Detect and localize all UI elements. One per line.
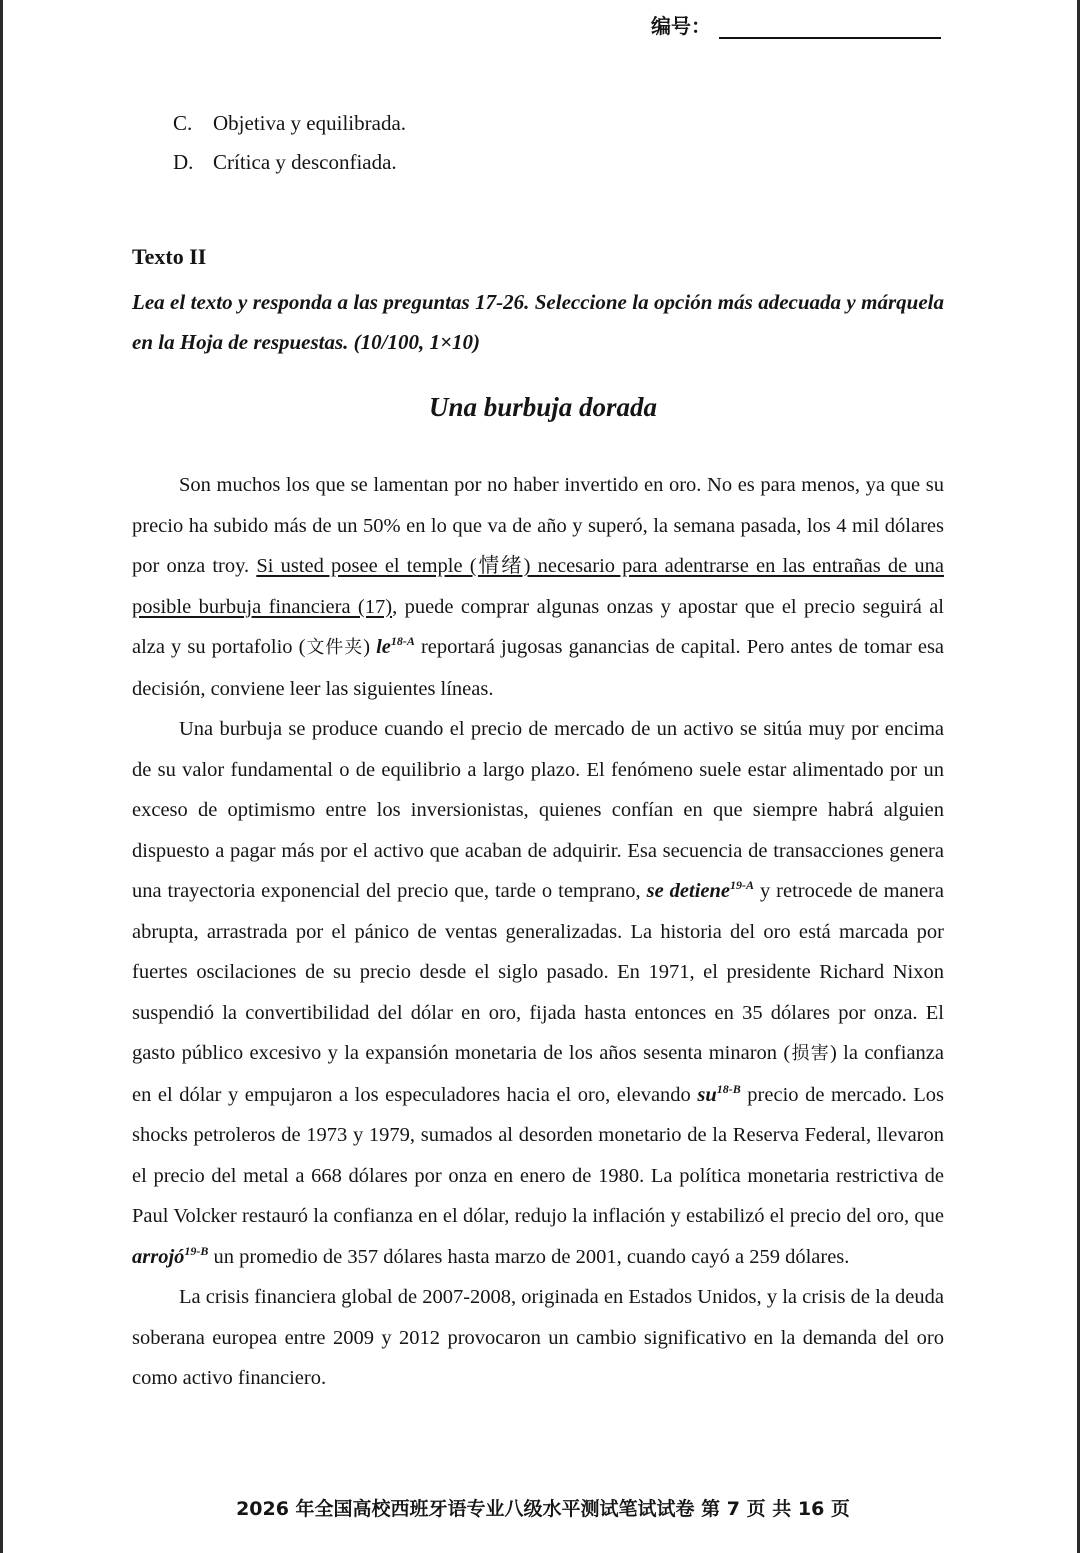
option-d [173,143,406,182]
text-run: ) la confianza en el dólar y empujaron a los especuladores hacia el oro, elevando [132,1042,944,1106]
option-text: Crítica y desconfiada. [213,150,397,174]
option-letter: C. [173,111,193,135]
paragraph-2 [132,709,944,1277]
id-number-field [651,10,941,39]
marked-word-arrojo: arrojó [132,1245,185,1268]
text-run: ) [363,636,377,658]
option-letter: D. [173,150,194,174]
text-run: un promedio de 357 dólares hasta marzo de 2001, cuando cayó a 259 dólares. [208,1245,850,1268]
question-ref-19b: 19-B [184,1243,209,1258]
question-17-underlined-text: Si usted posee el temple (情绪) necesario para adentrarse en las entrañas de una posible burbuja financiera (17) [132,555,944,618]
article-body [132,465,944,1399]
option-c [173,104,406,143]
answer-options [173,104,406,182]
paragraph-3: La crisis financiera global de 2007-2008, originada en Estados Unidos, y la crisis de la deuda soberana europea entre 2009 y 2012 provocaron un cambio significativo en la demanda del oro como activo financiero. [132,1286,944,1389]
text-run: , puede comprar algunas onzas y apostar que el precio seguirá al alza y su portafolio ( [132,595,944,658]
text-run: reportará jugosas ganancias de capital. Pero antes de tomar esa decisión, conviene leer las siguientes líneas. [132,636,945,700]
article-title: Una burbuja dorada [428,392,658,422]
option-text: Objetiva y equilibrada. [213,111,407,135]
id-number-blank-line [719,15,941,39]
text-run: precio de mercado. Los shocks petroleros de 1973 y 1979, sumados al desorden monetario de la Reserva Federal, llevaron el precio del metal a 668 dólares por onza en enero de 1980. La política monetaria restrictiva de Paul Volcker restauró la confianza en el dólar, redujo la inflación y estabilizó el precio del oro, que [132,1083,944,1227]
chinese-gloss: 文件夹 [305,637,364,658]
paragraph-1 [132,465,944,709]
question-ref-18b: 18-B [716,1081,741,1096]
question-ref-18a: 18-A [390,634,415,648]
marked-word-se-detiene: se detiene [646,880,730,902]
page-footer: 2026 年全国高校西班牙语专业八级水平测试笔试试卷 第 7 页 共 16 页 [236,1498,850,1520]
section-instruction: Lea el texto y responda a las preguntas 17-26. Seleccione la opción más adecuada y márquela en la Hoja de respuestas. (10/100, 1×10) [132,290,944,354]
question-ref-19a: 19-A [730,878,754,892]
text-run: Son muchos los que se lamentan por no haber invertido en oro. No es para menos, ya que su precio ha subido más de un 50% en lo que va de año y superó, la semana pasada, los 4 mil dólares por onza troy. [132,474,944,577]
chinese-gloss: 损害 [790,1043,830,1064]
section-title: Texto II [132,244,207,269]
marked-word-le: le [376,636,391,658]
text-run: y retrocede de manera abrupta, arrastrada por el pánico de ventas generalizadas. La historia del oro está marcada por fuertes oscilaciones de su precio desde el siglo pasado. En 1971, el presidente Richard Nixon suspendió la convertibilidad del dólar en oro, fijada hasta entonces en 35 dólares por onza. El gasto público excesivo y la expansión monetaria de los años sesenta minaron ( [132,880,944,1064]
marked-word-su: su [697,1083,717,1106]
id-number-label: 编号： [651,14,711,38]
text-run: Una burbuja se produce cuando el precio de mercado de un activo se sitúa muy por encima de su valor fundamental o de equilibrio a largo plazo. El fenómeno suele estar alimentado por un exceso de optimismo entre los inversionistas, quienes confían en que siempre habrá alguien dispuesto a pagar más por el activo que acaban de adquirir. Esa secuencia de transacciones genera una trayectoria exponencial del precio que, tarde o temprano, [132,718,944,902]
